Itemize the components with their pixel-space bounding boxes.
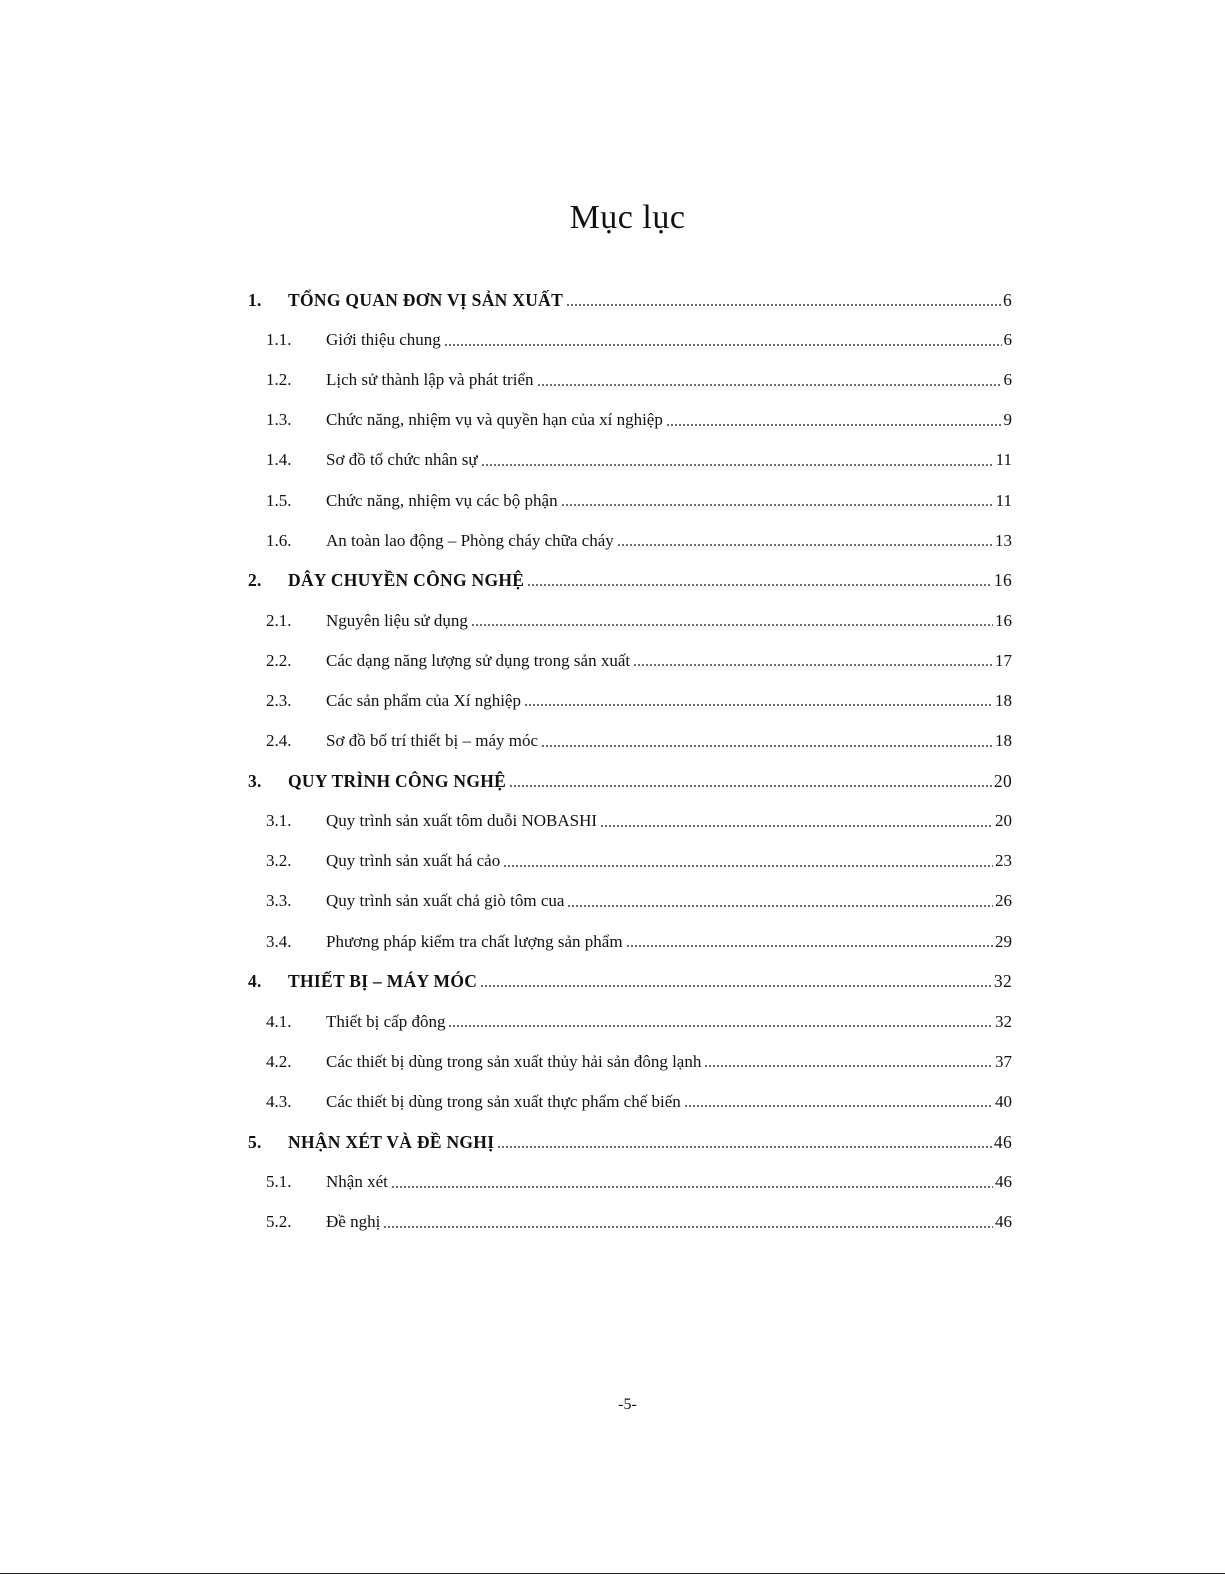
toc-entry-text: Nguyên liệu sử dụng: [326, 610, 468, 630]
toc-subsection-entry[interactable]: [246, 601, 1012, 641]
toc-subsection-entry[interactable]: [246, 480, 1012, 520]
toc-entry-text: Chức năng, nhiệm vụ các bộ phận: [326, 490, 558, 510]
toc-section-entry[interactable]: [246, 1122, 1012, 1162]
toc-entry-number: 1.1.: [266, 330, 292, 350]
toc-entry-page: 37: [995, 1051, 1012, 1071]
toc-entry-number: 1.6.: [266, 530, 292, 550]
toc-entry-text: TỔNG QUAN ĐƠN VỊ SẢN XUẤT: [288, 289, 564, 310]
toc-subsection-entry[interactable]: [246, 360, 1012, 400]
dot-leader: [666, 424, 1002, 426]
toc-section-entry[interactable]: [246, 962, 1012, 1002]
toc-entry-text: Quy trình sản xuất há cảo: [326, 851, 501, 871]
bottom-rule: [0, 1573, 1225, 1574]
toc-subsection-entry[interactable]: [246, 1002, 1012, 1042]
toc-entry-text: An toàn lao động – Phòng cháy chữa cháy: [326, 530, 614, 550]
toc-subsection-entry[interactable]: [246, 681, 1012, 721]
toc-entry-number: 1.3.: [266, 410, 292, 430]
toc-entry-text: Các thiết bị dùng trong sản xuất thực phẩm chế biến: [326, 1091, 681, 1111]
toc-subsection-entry[interactable]: [246, 1162, 1012, 1202]
toc-entry-text: Quy trình sản xuất tôm duỗi NOBASHI: [326, 811, 598, 831]
toc-entry-number: 2.2.: [266, 650, 292, 670]
toc-entry-number: 4.3.: [266, 1091, 292, 1111]
dot-leader: [600, 825, 993, 827]
toc-entry-number: 4.1.: [266, 1011, 292, 1031]
toc-entry-text: Nhận xét: [326, 1172, 388, 1192]
toc-entry-text: Lịch sử thành lập và phát triển: [326, 370, 534, 390]
toc-entry-page: 46: [995, 1172, 1012, 1192]
toc-entry-page: 6: [1003, 370, 1012, 390]
toc-entry-text: QUY TRÌNH CÔNG NGHỆ: [288, 770, 507, 791]
toc-entry-page: 26: [995, 891, 1012, 911]
toc-entry-text: Các dạng năng lượng sử dụng trong sản xuất: [326, 650, 631, 670]
dot-leader: [391, 1186, 993, 1188]
toc-entry-text: Phương pháp kiểm tra chất lượng sản phẩm: [326, 931, 623, 951]
toc-subsection-entry[interactable]: [246, 922, 1012, 962]
dot-leader: [537, 384, 1002, 386]
toc-entry-number: 2.1.: [266, 610, 292, 630]
toc-entry-page: 17: [995, 650, 1012, 670]
toc-entry-page: 9: [1003, 410, 1012, 430]
toc-entry-text: Quy trình sản xuất chả giò tôm cua: [326, 891, 565, 911]
toc-entry-page: 11: [995, 490, 1012, 510]
toc-entry-number: 3.3.: [266, 891, 292, 911]
toc-entry-number: 4.: [248, 971, 262, 992]
toc-entry-number: 4.2.: [266, 1051, 292, 1071]
toc-entry-text: THIẾT BỊ – MÁY MÓC: [288, 971, 478, 992]
toc-entry-page: 6: [1002, 289, 1012, 310]
toc-entry-page: 18: [995, 731, 1012, 751]
toc-subsection-entry[interactable]: [246, 1042, 1012, 1082]
dot-leader: [541, 745, 993, 747]
toc-section-entry[interactable]: [246, 561, 1012, 601]
toc-subsection-entry[interactable]: [246, 641, 1012, 681]
toc-entry-number: 3.1.: [266, 811, 292, 831]
toc-entry-page: 29: [995, 931, 1012, 951]
toc-entry-text: Chức năng, nhiệm vụ và quyền hạn của xí nghiệp: [326, 410, 663, 430]
dot-leader: [567, 905, 993, 907]
dot-leader: [481, 464, 994, 466]
toc-entry-page: 18: [995, 690, 1012, 710]
toc-entry-page: 46: [995, 1212, 1012, 1232]
toc-entry-page: 16: [993, 570, 1012, 591]
toc-entry-number: 1.5.: [266, 490, 292, 510]
toc-entry-page: 46: [993, 1131, 1012, 1152]
toc-entry-number: 1.4.: [266, 450, 292, 470]
toc-entry-text: Các sản phẩm của Xí nghiệp: [326, 690, 521, 710]
toc-entry-text: Sơ đồ bố trí thiết bị – máy móc: [326, 731, 539, 751]
toc-entry-page: 16: [995, 610, 1012, 630]
toc-subsection-entry[interactable]: [246, 1202, 1012, 1242]
dot-leader: [383, 1226, 993, 1228]
toc-entry-number: 3.: [248, 770, 262, 791]
toc-section-entry[interactable]: [246, 761, 1012, 801]
dot-leader: [503, 865, 993, 867]
toc-entry-number: 3.4.: [266, 931, 292, 951]
toc-entry-page: 32: [995, 1011, 1012, 1031]
toc-entry-text: DÂY CHUYỀN CÔNG NGHỆ: [288, 570, 525, 591]
toc-entry-number: 5.2.: [266, 1212, 292, 1232]
dot-leader: [684, 1105, 993, 1107]
page-number: -5-: [618, 1396, 637, 1413]
toc-subsection-entry[interactable]: [246, 1082, 1012, 1122]
toc-title: Mục lục: [569, 198, 686, 236]
toc-entry-text: Sơ đồ tổ chức nhân sự: [326, 450, 478, 470]
dot-leader: [566, 304, 1001, 306]
dot-leader: [524, 704, 993, 706]
dot-leader: [704, 1065, 993, 1067]
toc-entry-number: 1.: [248, 289, 262, 310]
toc-entry-number: 2.4.: [266, 731, 292, 751]
toc-entry-text: Các thiết bị dùng trong sản xuất thủy hải sản đông lạnh: [326, 1051, 702, 1071]
toc-entry-page: 20: [993, 770, 1012, 791]
toc-entry-page: 23: [995, 851, 1012, 871]
toc-entry-text: Giới thiệu chung: [326, 330, 441, 350]
toc-entry-page: 20: [995, 811, 1012, 831]
dot-leader: [561, 504, 994, 506]
toc-entry-number: 3.2.: [266, 851, 292, 871]
toc-subsection-entry[interactable]: [246, 400, 1012, 440]
toc-subsection-entry[interactable]: [246, 841, 1012, 881]
toc-entry-number: 2.: [248, 570, 262, 591]
dot-leader: [509, 785, 992, 787]
toc-entry-number: 1.2.: [266, 370, 292, 390]
dot-leader: [471, 624, 993, 626]
dot-leader: [480, 985, 992, 987]
dot-leader: [444, 344, 1002, 346]
toc-entry-page: 6: [1003, 330, 1012, 350]
dot-leader: [633, 664, 993, 666]
toc-subsection-entry[interactable]: [246, 521, 1012, 561]
toc-entry-text: Đề nghị: [326, 1212, 381, 1232]
toc-entry-number: 5.1.: [266, 1172, 292, 1192]
toc-entry-page: 32: [993, 971, 1012, 992]
dot-leader: [626, 945, 993, 947]
dot-leader: [497, 1146, 992, 1148]
toc-subsection-entry[interactable]: [246, 881, 1012, 921]
toc-entry-page: 11: [995, 450, 1012, 470]
toc-section-entry[interactable]: [246, 280, 1012, 320]
toc-entry-page: 13: [995, 530, 1012, 550]
toc-subsection-entry[interactable]: [246, 801, 1012, 841]
dot-leader: [448, 1025, 993, 1027]
table-of-contents: [246, 280, 1012, 1242]
toc-entry-page: 40: [995, 1091, 1012, 1111]
toc-entry-number: 2.3.: [266, 690, 292, 710]
dot-leader: [527, 584, 992, 586]
toc-entry-number: 5.: [248, 1131, 262, 1152]
toc-subsection-entry[interactable]: [246, 440, 1012, 480]
toc-subsection-entry[interactable]: [246, 721, 1012, 761]
toc-entry-text: NHẬN XÉT VÀ ĐỀ NGHỊ: [288, 1131, 495, 1152]
dot-leader: [617, 544, 993, 546]
toc-entry-text: Thiết bị cấp đông: [326, 1011, 446, 1031]
toc-subsection-entry[interactable]: [246, 320, 1012, 360]
